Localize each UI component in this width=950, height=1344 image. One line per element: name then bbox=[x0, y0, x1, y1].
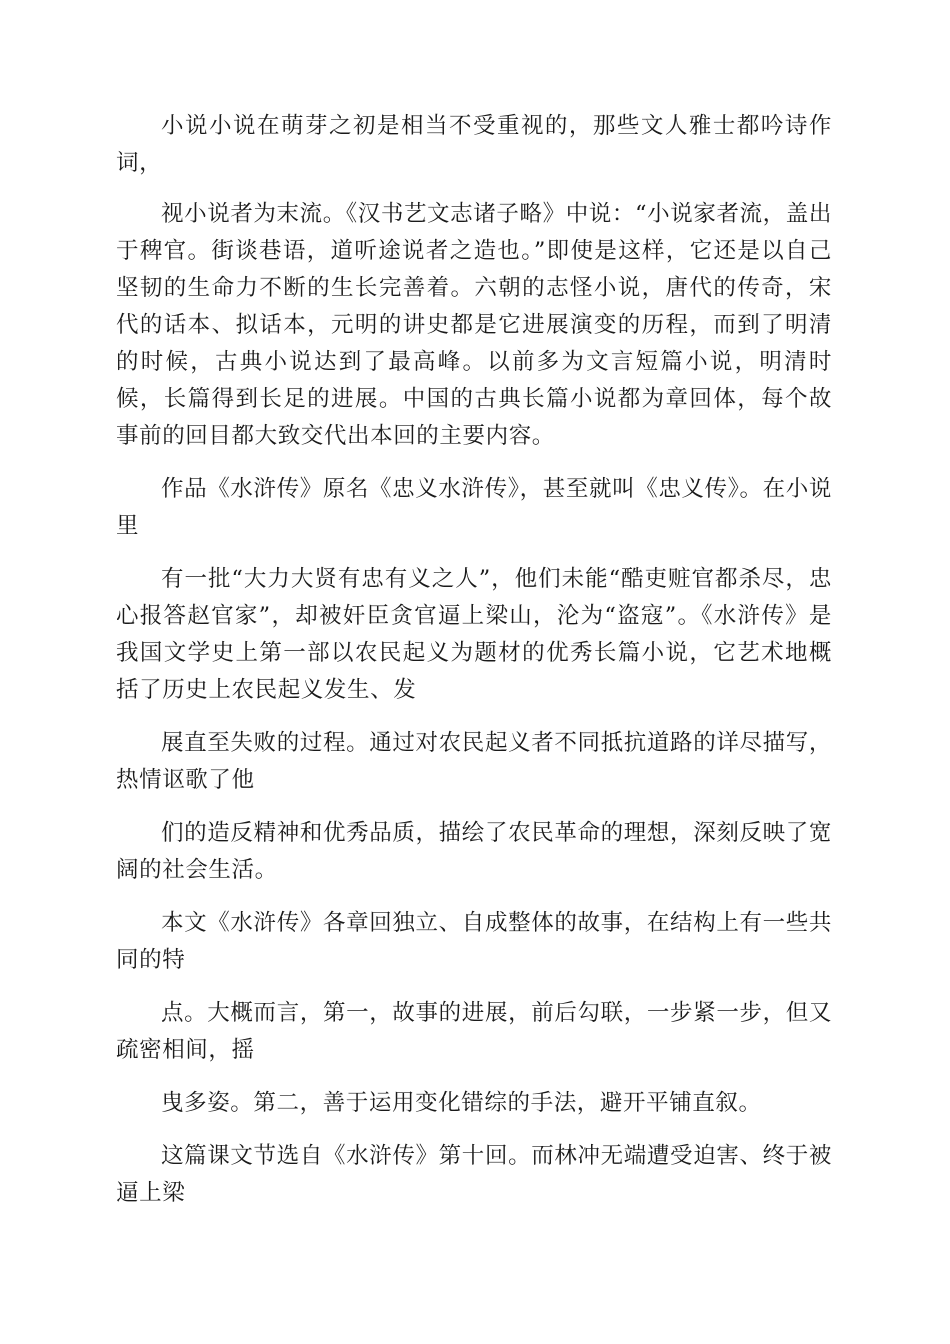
paragraph-10: 这篇课文节选自《水浒传》第十回。而林冲无端遭受迫害、终于被逼上梁 bbox=[116, 1143, 832, 1206]
paragraph-3: 作品《水浒传》原名《忠义水浒传》，甚至就叫《忠义传》。在小说里 bbox=[116, 476, 832, 539]
paragraph-2: 视小说者为末流。《汉书艺文志诸子略》中说：“小说家者流，盖出于稗官。街谈巷语，道听途说者之造也。”即使是这样，它还是以自己坚韧的生命力不断的生长完善着。六朝的志怪小说，唐代的传奇，宋代的话本、拟话本，元明的讲史都是它进展演变的历程，而到了明清的时候，古典小说达到了最高峰。以前多为文言短篇小说，明清时候，长篇得到长足的进展。中国的古典长篇小说都为章回体，每个故事前的回目都大致交代出本回的主要内容。 bbox=[116, 201, 832, 449]
paragraph-4: 有一批“大力大贤有忠有义之人”，他们未能“酷吏赃官都杀尽，忠心报答赵官家”，却被奸臣贪官逼上梁山，沦为“盗寇”。《水浒传》是我国文学史上第一部以农民起义为题材的优秀长篇小说，它艺术地概括了历史上农民起义发生、发 bbox=[116, 566, 832, 703]
paragraph-9: 曳多姿。第二，善于运用变化错综的手法，避开平铺直叙。 bbox=[161, 1090, 762, 1116]
paragraph-5: 展直至失败的过程。通过对农民起义者不同抵抗道路的详尽描写，热情讴歌了他 bbox=[116, 730, 832, 793]
paragraph-8: 点。大概而言，第一，故事的进展，前后勾联，一步紧一步，但又疏密相间，摇 bbox=[116, 1000, 832, 1063]
paragraph-6: 们的造反精神和优秀品质，描绘了农民革命的理想，深刻反映了宽阔的社会生活。 bbox=[116, 820, 832, 883]
paragraph-7: 本文《水浒传》各章回独立、自成整体的故事，在结构上有一些共同的特 bbox=[116, 910, 832, 973]
paragraph-1: 小说小说在萌芽之初是相当不受重视的，那些文人雅士都吟诗作词， bbox=[116, 113, 832, 176]
document-body bbox=[116, 108, 832, 1228]
